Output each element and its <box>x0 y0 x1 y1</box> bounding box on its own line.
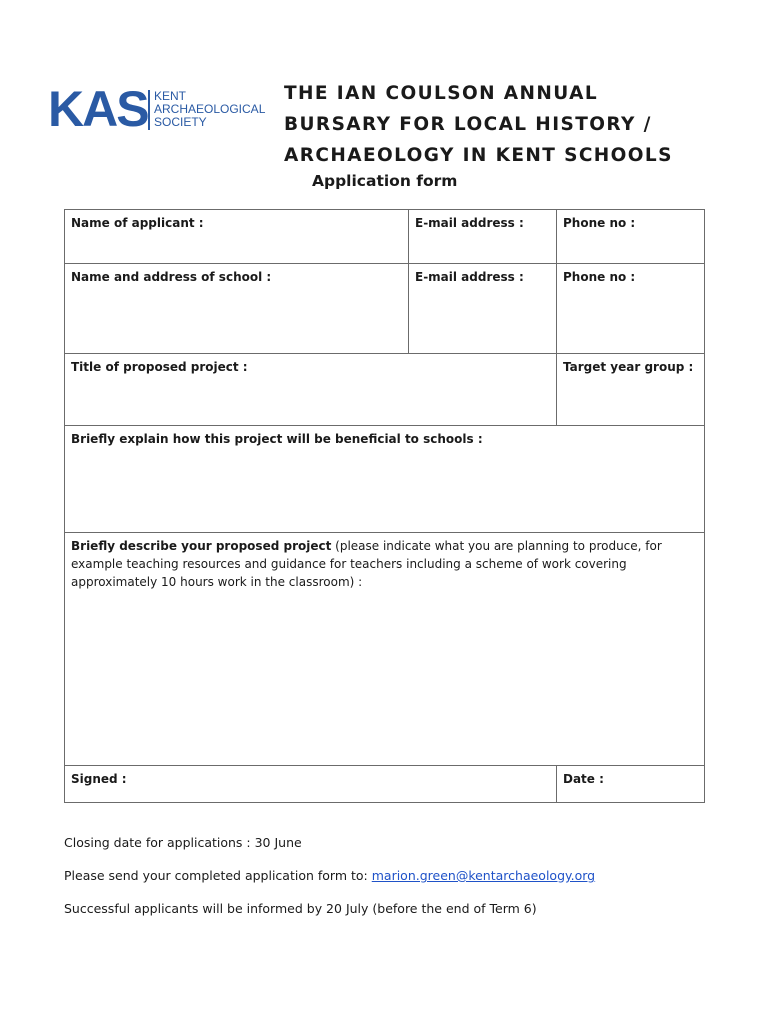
date-label: Date : <box>563 772 604 786</box>
applicant-phone-field[interactable] <box>557 210 705 264</box>
contact-email-link[interactable]: marion.green@kentarchaeology.org <box>371 868 596 883</box>
title-line-1: THE IAN COULSON ANNUAL <box>284 83 599 104</box>
project-title-label: Title of proposed project : <box>71 360 248 374</box>
school-email-field[interactable] <box>409 264 557 354</box>
target-year-field[interactable] <box>557 354 705 426</box>
school-name-address-field[interactable] <box>65 264 409 354</box>
applicant-name-label: Name of applicant : <box>71 216 204 230</box>
applicant-email-label: E-mail address : <box>415 216 524 230</box>
school-email-label: E-mail address : <box>415 270 524 284</box>
application-form-table <box>64 209 705 803</box>
send-instructions <box>64 868 595 883</box>
signature-field[interactable] <box>65 766 557 803</box>
send-prefix: Please send your completed application form to: <box>64 868 372 883</box>
logo-divider <box>148 90 150 130</box>
applicant-name-field[interactable] <box>65 210 409 264</box>
logo-line-3: SOCIETY <box>154 115 207 129</box>
school-name-address-label: Name and address of school : <box>71 270 272 284</box>
applicant-phone-label: Phone no : <box>563 216 636 230</box>
applicant-email-field[interactable] <box>409 210 557 264</box>
logo-line-1: KENT <box>154 89 187 103</box>
school-phone-field[interactable] <box>557 264 705 354</box>
date-field[interactable] <box>557 766 705 803</box>
document-title <box>284 78 744 171</box>
logo-line-2: ARCHAEOLOGICAL <box>154 102 266 116</box>
form-subtitle: Application form <box>312 172 458 190</box>
project-description-instructions: (please indicate what you are planning to produce, for example teaching resources and guidance for teachers including a scheme of work covering approximately 10 hours work in the classroom) : <box>71 539 662 589</box>
benefit-field[interactable] <box>65 426 705 533</box>
logo-abbr: KAS <box>48 81 148 137</box>
project-title-field[interactable] <box>65 354 557 426</box>
logo-society-name <box>154 90 265 129</box>
school-phone-label: Phone no : <box>563 270 636 284</box>
title-line-3: ARCHAEOLOGY IN KENT SCHOOLS <box>284 145 673 166</box>
notification-text: Successful applicants will be informed by 20 July (before the end of Term 6) <box>64 901 537 916</box>
signature-label: Signed : <box>71 772 127 786</box>
title-line-2: BURSARY FOR LOCAL HISTORY / <box>284 114 652 135</box>
project-description-label: Briefly describe your proposed project <box>71 539 332 553</box>
closing-date-text: Closing date for applications : 30 June <box>64 835 302 850</box>
project-description-field[interactable] <box>65 533 705 766</box>
kas-logo <box>48 81 266 137</box>
target-year-label: Target year group : <box>563 360 694 374</box>
benefit-label: Briefly explain how this project will be beneficial to schools : <box>71 432 483 446</box>
